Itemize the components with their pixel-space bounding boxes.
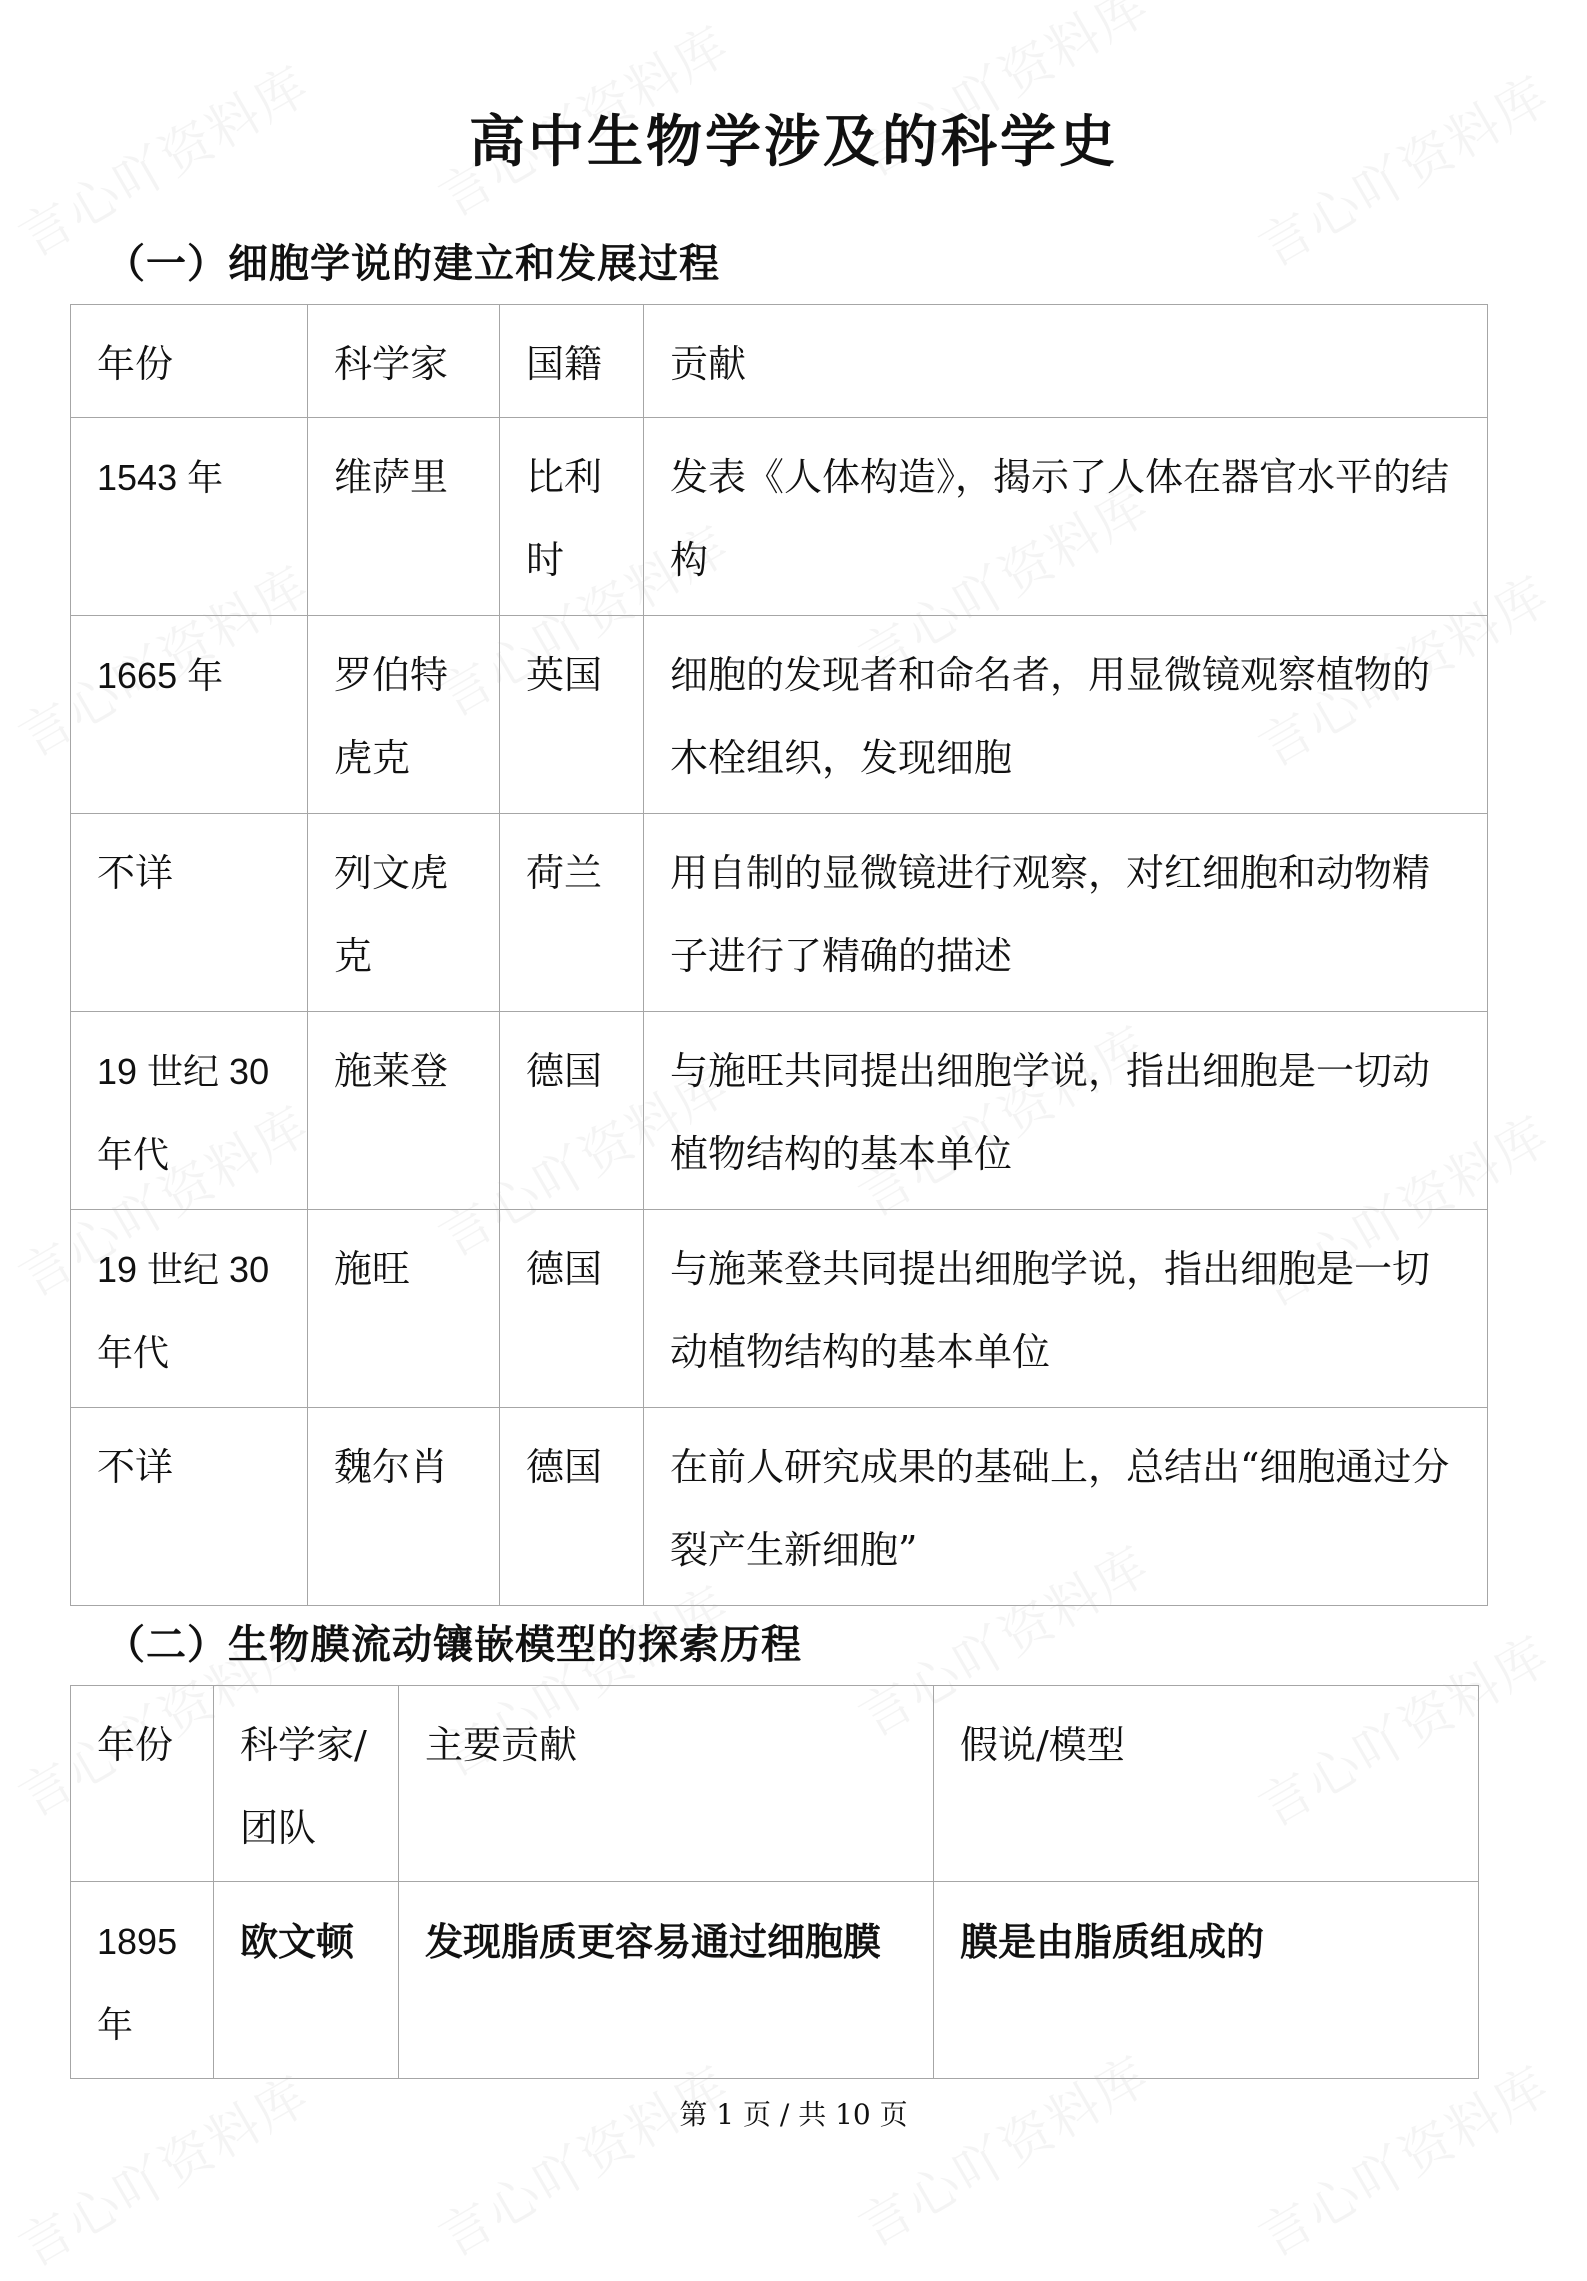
page-footer: 第 1 页 / 共 10 页 xyxy=(679,2098,908,2131)
scientist-cell: 魏尔肖 xyxy=(308,1408,500,1606)
contribution-cell: 在前人研究成果的基础上，总结出“细胞通过分裂产生新细胞” xyxy=(644,1408,1488,1606)
column-header: 年份 xyxy=(71,1686,214,1882)
column-header: 国籍 xyxy=(500,305,644,418)
year-cell: 不详 xyxy=(71,814,308,1012)
nationality-cell: 德国 xyxy=(500,1210,644,1408)
scientist-cell: 维萨里 xyxy=(308,418,500,616)
watermark xyxy=(3,2054,321,2281)
nationality-cell: 英国 xyxy=(500,616,644,814)
contribution-cell: 细胞的发现者和命名者，用显微镜观察植物的木栓组织，发现细胞 xyxy=(644,616,1488,814)
page-title: 高中生物学涉及的科学史 xyxy=(469,109,1118,175)
column-header: 贡献 xyxy=(644,305,1488,418)
year-cell: 不详 xyxy=(71,1408,308,1606)
column-header: 科学家 xyxy=(308,305,500,418)
nationality-cell: 荷兰 xyxy=(500,814,644,1012)
table-row xyxy=(71,814,1488,1012)
year-cell: 19 世纪 30 年代 xyxy=(71,1012,308,1210)
nationality-cell: 德国 xyxy=(500,1408,644,1606)
table-header-row xyxy=(71,305,1488,418)
cell-theory-table xyxy=(70,304,1488,1606)
model-cell: 膜是由脂质组成的 xyxy=(934,1882,1479,2079)
year-cell: 19 世纪 30 年代 xyxy=(71,1210,308,1408)
column-header: 年份 xyxy=(71,305,308,418)
table-row xyxy=(71,1012,1488,1210)
year-cell: 1895 年 xyxy=(71,1882,214,2079)
scientist-cell: 施旺 xyxy=(308,1210,500,1408)
table-row xyxy=(71,1210,1488,1408)
year-cell: 1543 年 xyxy=(71,418,308,616)
contribution-cell: 与施莱登共同提出细胞学说，指出细胞是一切动植物结构的基本单位 xyxy=(644,1210,1488,1408)
scientist-cell: 列文虎克 xyxy=(308,814,500,1012)
table-header-row xyxy=(71,1686,1479,1882)
column-header: 主要贡献 xyxy=(399,1686,934,1882)
scientist-cell: 欧文顿 xyxy=(214,1882,399,2079)
column-header: 假说/模型 xyxy=(934,1686,1479,1882)
nationality-cell: 德国 xyxy=(500,1012,644,1210)
membrane-model-table xyxy=(70,1685,1479,2079)
table-row xyxy=(71,418,1488,616)
year-cell: 1665 年 xyxy=(71,616,308,814)
contribution-cell: 与施旺共同提出细胞学说，指出细胞是一切动植物结构的基本单位 xyxy=(644,1012,1488,1210)
table-row xyxy=(71,1882,1479,2079)
contribution-cell: 发表《人体构造》，揭示了人体在器官水平的结构 xyxy=(644,418,1488,616)
table-row xyxy=(71,616,1488,814)
column-header: 科学家/团队 xyxy=(214,1686,399,1882)
contribution-cell: 用自制的显微镜进行观察，对红细胞和动物精子进行了精确的描述 xyxy=(644,814,1488,1012)
scientist-cell: 施莱登 xyxy=(308,1012,500,1210)
section-heading-membrane-model: （二）生物膜流动镶嵌模型的探索历程 xyxy=(105,1621,802,1668)
table-row xyxy=(71,1408,1488,1606)
section-heading-cell-theory: （一）细胞学说的建立和发展过程 xyxy=(105,240,720,287)
contribution-cell: 发现脂质更容易通过细胞膜 xyxy=(399,1882,934,2079)
scientist-cell: 罗伯特虎克 xyxy=(308,616,500,814)
nationality-cell: 比利时 xyxy=(500,418,644,616)
